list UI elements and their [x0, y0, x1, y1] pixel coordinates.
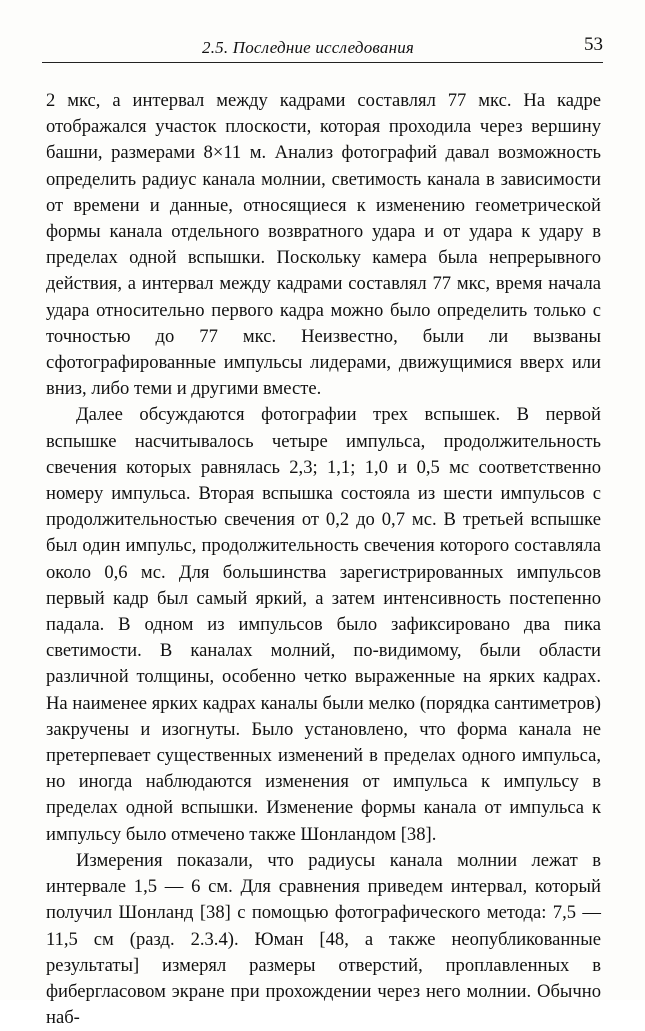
body-text: [46, 88, 601, 1031]
page-number: 53: [584, 34, 603, 55]
paragraph-channel-radius: Измерения показали, что радиусы канала молнии лежат в интервале 1,5 — 6 см. Для сравнения приведем интервал, который получил Шонланд [38] с помощью фотографического метода: 7,5 — 11,5 см (разд. 2.3.4). Юман [48, а также неопубликованные результаты] измерял размеры отверстий, проплавленных в фибергласовом экране при прохождении через него молнии. Обычно наб-: [46, 849, 601, 1029]
paragraph-continued: 2 мкс, а интервал между кадрами составлял 77 мкс. На кадре отображался участок плоскости, которая проходила через вершину башни, размерами 8×11 м. Анализ фотографий давал возможность определить радиус канала молнии, светимость канала в зависимости от времени и данные, относящиеся к изменению геометрической формы канала отдельного возвратного удара и от удара к удару в пределах одной вспышки. Поскольку камера была непрерывного действия, а интервал между кадрами составлял 77 мкс, время начала удара относительно первого кадра можно было определить только с точностью до 77 мкс. Неизвестно, были ли вызваны сфотографированные импульсы лидерами, движущимися вверх или вниз, либо теми и другими вместе.: [46, 90, 601, 400]
header-rule: [42, 62, 603, 63]
paragraph-flash-photographs: Далее обсуждаются фотографии трех вспышек. В первой вспышке насчитывалось четыре импульса, продолжительность свечения которых равнялась 2,3; 1,1; 1,0 и 0,5 мс соответственно номеру импульса. Вторая вспышка состояла из шести импульсов с продолжительностью свечения от 0,2 до 0,7 мс. В третьей вспышке был один импульс, продолжительность свечения которого составляла около 0,6 мс. Для большинства зарегистрированных импульсов первый кадр был самый яркий, а затем интенсивность постепенно падала. В одном из импульсов было зафиксировано два пика светимости. В каналах молний, по-видимому, были области различной толщины, особенно четко выраженные на ярких кадрах. На наименее ярких кадрах каналы были мелко (порядка сантиметров) закручены и изогнуты. Было установлено, что форма канала не претерпевает существенных изменений в пределах одного импульса, но иногда наблюдаются изменения от импульса к импульсу в пределах одной вспышки. Изменение формы канала от импульса к импульсу было отмечено также Шонландом [38].: [46, 404, 601, 845]
running-head: [42, 34, 603, 64]
running-title: 2.5. Последние исследования: [202, 38, 415, 57]
